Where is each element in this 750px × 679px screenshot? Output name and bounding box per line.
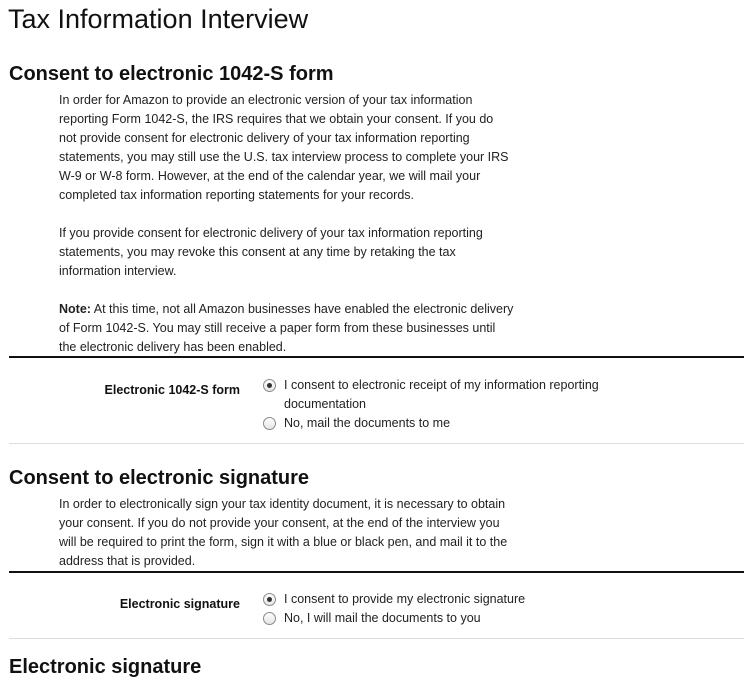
- field-label-1042s: Electronic 1042-S form: [104, 383, 240, 397]
- radio-button-selected[interactable]: [263, 379, 276, 392]
- consent-1042s-intro: In order for Amazon to provide an electronic version of your tax information reporting Form 1042-S, the IRS requires that we obtain your consent. If you do not provide consent for electronic delivery of your tax information reporting statements, you may still use the U.S. tax interview process to complete your IRS W-9 or W-8 form. However, at the end of the calendar year, we will mail your completed tax information reporting statements for your records.: [59, 93, 509, 202]
- radio-1042s-consent[interactable]: [263, 376, 629, 414]
- consent-1042s-revoke: If you provide consent for electronic delivery of your tax information reporting statements, you may revoke this consent at any time by retaking the tax information interview.: [59, 226, 483, 278]
- radio-dot: [267, 383, 272, 388]
- radio-button-selected[interactable]: [263, 593, 276, 606]
- radio-label: No, I will mail the documents to you: [284, 611, 481, 625]
- field-divider: [9, 638, 744, 639]
- section-heading-electronic-signature: Electronic signature: [9, 656, 202, 678]
- radio-label: I consent to electronic receipt of my information reporting documentation: [284, 378, 599, 411]
- section-divider: [9, 571, 744, 573]
- field-divider: [9, 443, 744, 444]
- note-text: At this time, not all Amazon businesses have enabled the electronic delivery of Form 1042-S. You may still receive a paper form from these businesses until the electronic delivery has been enabled.: [59, 302, 514, 354]
- section-heading-signature-consent: Consent to electronic signature: [9, 467, 310, 489]
- section-heading-1042s: Consent to electronic 1042-S form: [9, 63, 334, 85]
- radio-dot: [267, 597, 272, 602]
- radio-1042s-mail[interactable]: [263, 414, 629, 433]
- radio-signature-consent[interactable]: [263, 590, 629, 609]
- page-title: Tax Information Interview: [8, 4, 309, 34]
- note-label: Note:: [59, 302, 91, 316]
- consent-signature-intro: In order to electronically sign your tax identity document, it is necessary to obtain your consent. If you do not provide your consent, at the end of the interview you will be required to print the form, sign it with a blue or black pen, and mail it to the address that is provided.: [59, 497, 508, 568]
- consent-1042s-note: [59, 300, 514, 357]
- radio-button[interactable]: [263, 612, 276, 625]
- radio-label: No, mail the documents to me: [284, 416, 451, 430]
- field-label-signature: Electronic signature: [119, 597, 240, 611]
- radio-signature-mail[interactable]: [263, 609, 629, 628]
- radio-button[interactable]: [263, 417, 276, 430]
- radio-label: I consent to provide my electronic signature: [284, 592, 526, 606]
- section-divider: [9, 356, 744, 358]
